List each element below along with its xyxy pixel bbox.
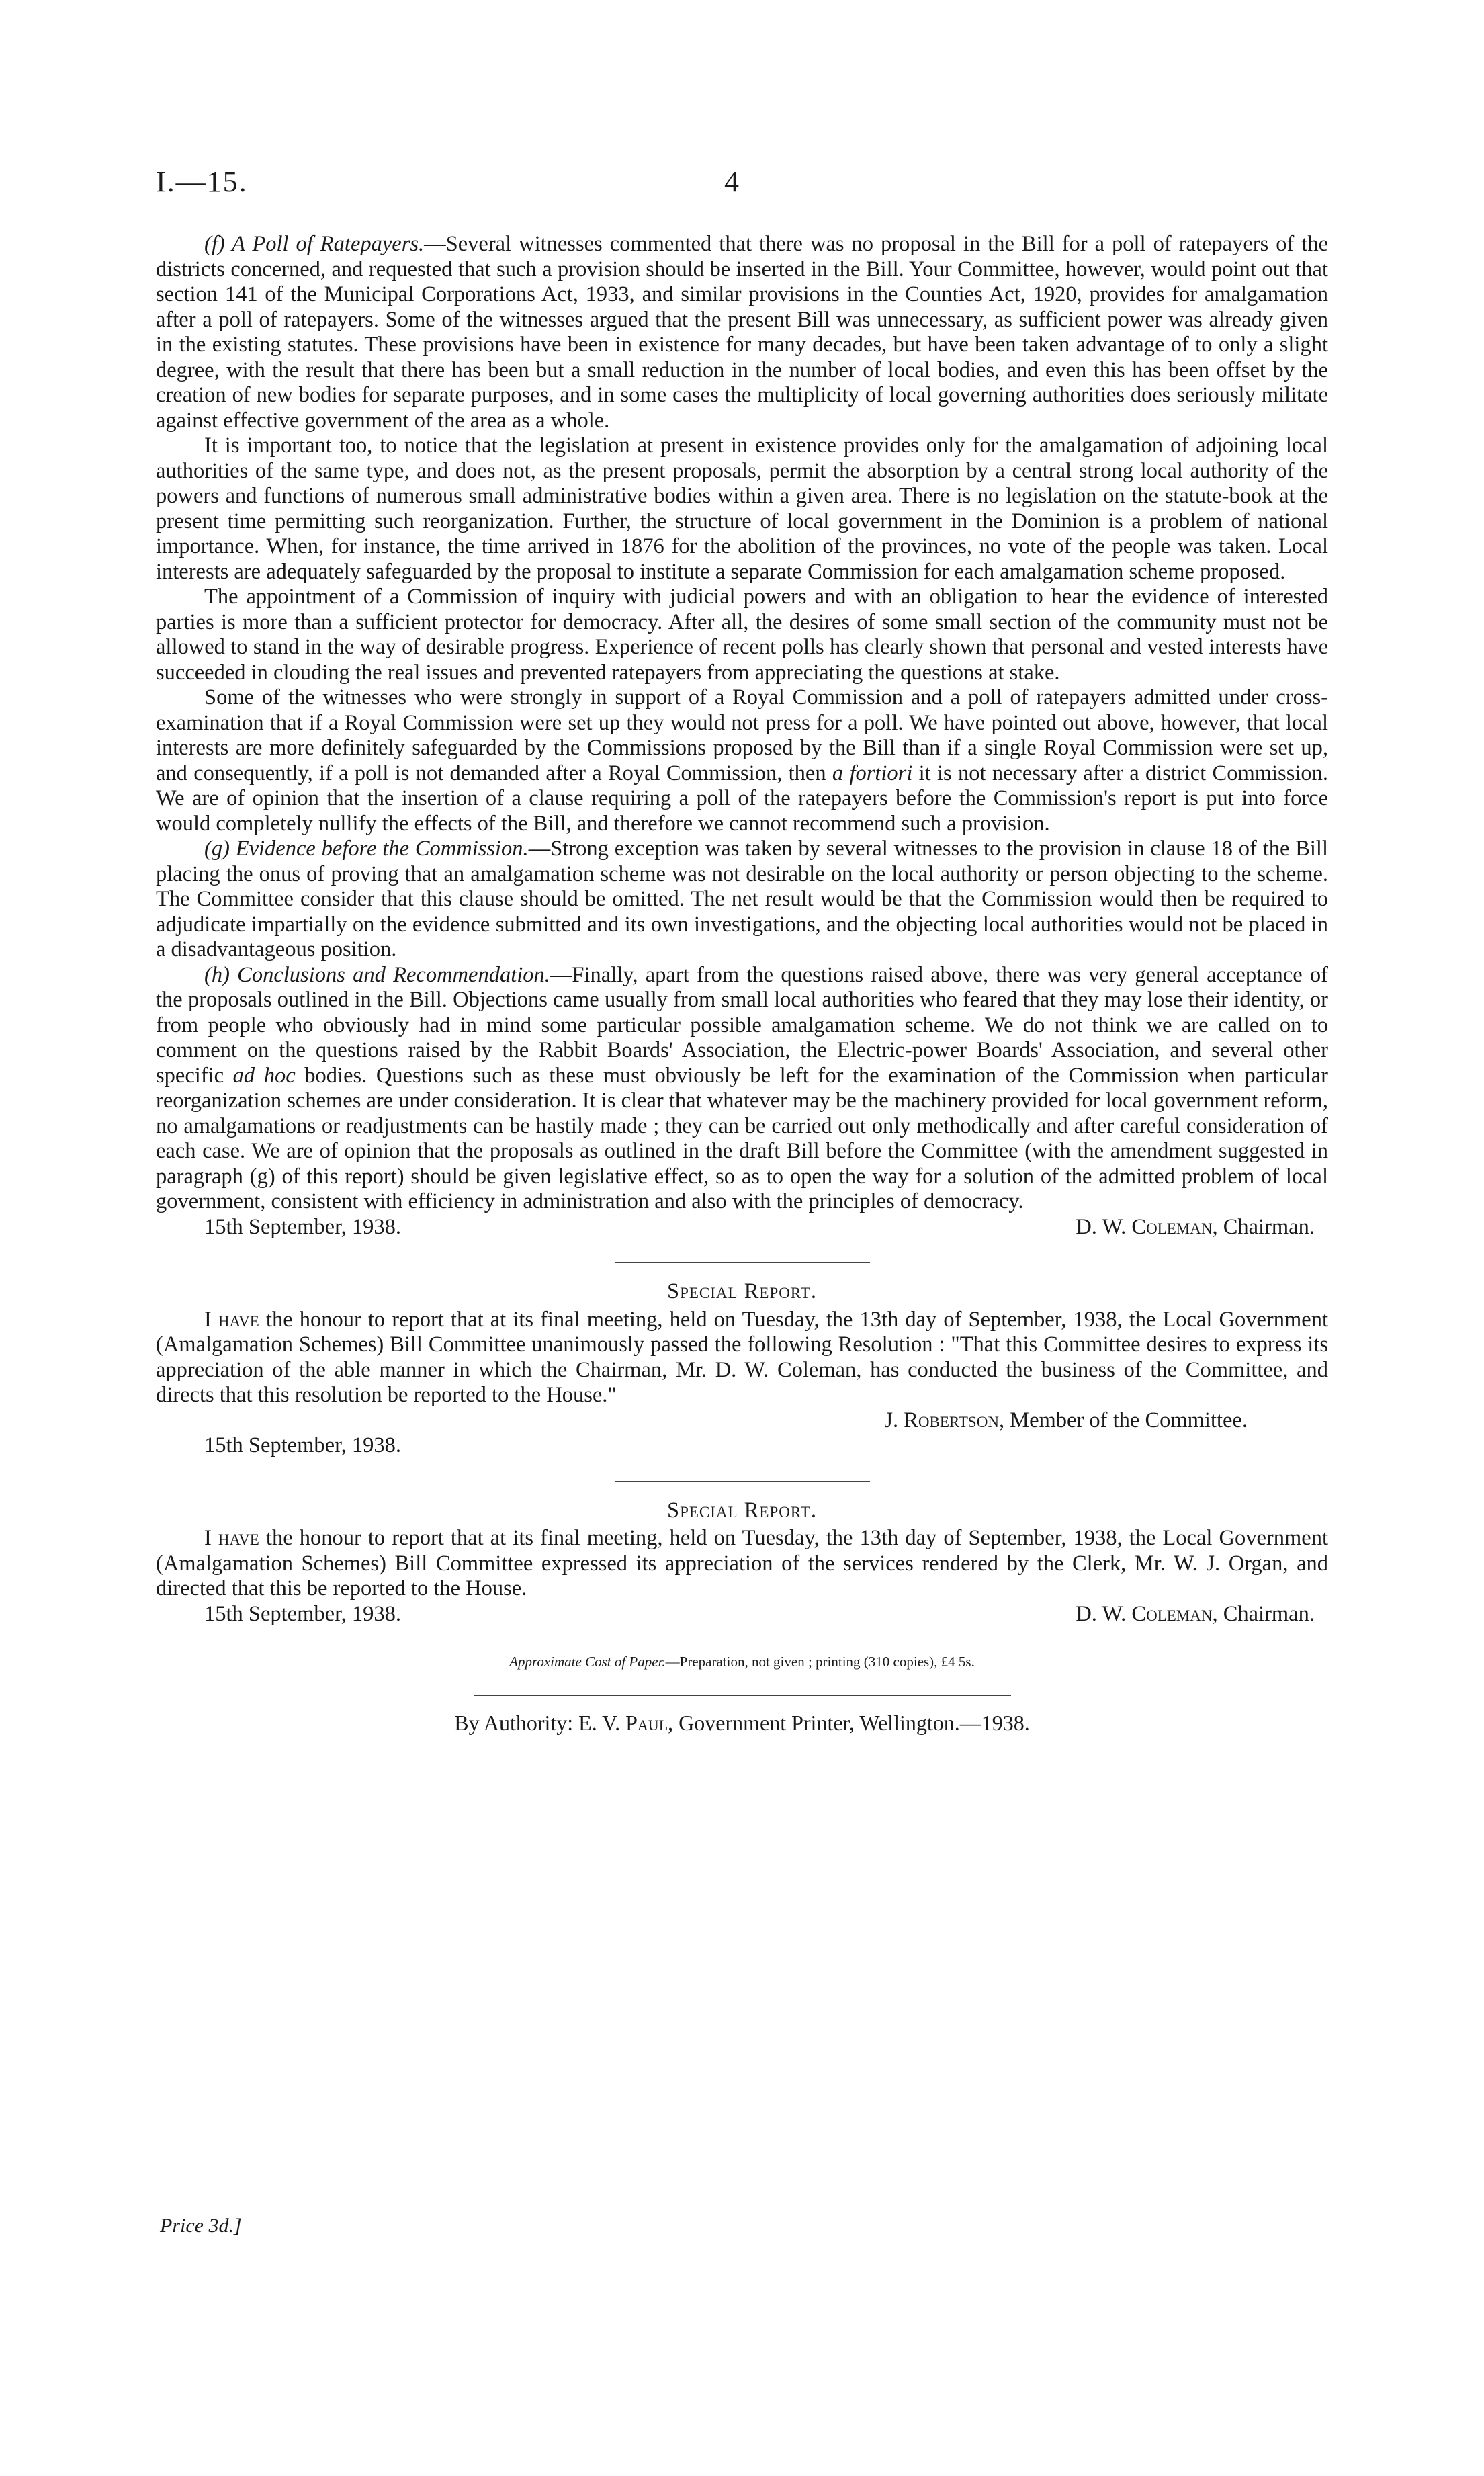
- section-h-heading: (h) Conclusions and Recommendation.: [204, 962, 550, 987]
- special-report-2-signature: 15th September, 1938. D. W. Coleman, Chairman.: [204, 1601, 1315, 1626]
- price-label: Price 3d.]: [160, 2215, 242, 2237]
- section-h-paragraph: (h) Conclusions and Recommendation.—Finally, apart from the questions raised above, there was very general acceptance of the proposals outlined in the Bill. Objections came usually from small local authorities who feared that they may lose their identity, or from people who obviously had in mind some particular possible amalgamation scheme. We do not think we are called on to comment on the questions raised by the Rabbit Boards' Association, the Electric-power Boards' Association, and several other specific ad hoc bodies. Questions such as these must obviously be left for the examination of the Commission when particular reorganization schemes are under consideration. It is clear that whatever may be the machinery provided for local government reform, no amalgamations or readjustments can be hastily made ; they can be carried out only methodically and after careful consideration of each case. We are of opinion that the proposals as outlined in the draft Bill before the Committee (with the amendment suggested in paragraph (g) of this report) should be given legislative effect, so as to open the way for a solution of the admitted problem of local government, consistent with efficiency in administration and also with the principles of democracy.: [156, 962, 1328, 1213]
- special-report-2-date: 15th September, 1938.: [204, 1601, 401, 1626]
- cost-note: Approximate Cost of Paper.—Preparation, not given ; printing (310 copies), £4 5s.: [509, 1654, 975, 1670]
- section-f-paragraph-1: (f) A Poll of Ratepayers.—Several witnesses commented that there was no proposal in the Bill for a poll of ratepayers of the districts concerned, and requested that such a provision should be inserted in the Bill. Your Committee, however, would point out that section 141 of the Municipal Corporations Act, 1933, and similar provisions in the Counties Act, 1920, provides for amalgamation after a poll of ratepayers. Some of the witnesses argued that the present Bill was unnecessary, as sufficient power was already given in the existing statutes. These provisions have been in existence for many decades, but have been taken advantage of to only a slight degree, with the result that there has been but a small reduction in the number of local bodies, and even this has been offset by the creation of new bodies for separate purposes, and in some cases the multiplicity of local governing authorities does seriously militate against effective government of the area as a whole.: [156, 232, 1329, 433]
- section-g-paragraph: (g) Evidence before the Commission.—Strong exception was taken by several witnesses to the provision in clause 18 of the Bill placing the onus of proving that an amalgamation scheme was not desirable on the local authority or person objecting to the scheme. The Committee consider that this clause should be omitted. The net result would be that the Commission would then be required to adjudicate impartially on the evidence submitted and its own investigations, and the objecting local authorities would not be placed in a disadvantageous position.: [156, 837, 1328, 962]
- special-report-2: [156, 1498, 1328, 1627]
- section-divider: [615, 1481, 870, 1482]
- document-reference: I.—15.: [156, 165, 248, 198]
- special-report-2-text: I have the honour to report that at its final meeting, held on Tuesday, the 13th day of September, 1938, the Local Government (Amalgamation Schemes) Bill Committee expressed its appreciation of the services rendered by the Clerk, Mr. W. J. Organ, and directed that this be reported to the House.: [156, 1526, 1328, 1600]
- report-signature: [156, 1215, 1328, 1240]
- section-f-paragraph-4: Some of the witnesses who were strongly in support of a Royal Commission and a poll of ratepayers admitted under cross-examination that if a Royal Commission were set up they would not press for a poll. We have pointed out above, however, that local interests are more definitely safeguarded by the Commissions proposed by the Bill than if a single Royal Commission were set up, and consequently, if a poll is not demanded after a Royal Commission, then a fortiori it is not necessary after a district Commission. We are of opinion that the insertion of a clause requiring a poll of the ratepayers before the Commission's report is put into force would completely nullify the effects of the Bill, and therefore we cannot recommend such a provision.: [156, 685, 1328, 836]
- special-report-1-date: 15th September, 1938.: [204, 1433, 401, 1457]
- report-date: 15th September, 1938.: [204, 1214, 401, 1239]
- document-body: [156, 232, 1328, 1736]
- section-f-paragraph-2: It is important too, to notice that the legislation at present in existence provides only for the amalgamation of adjoining local authorities of the same type, and does not, as the present proposals, permit the absorption by a central strong local authority of the powers and functions of numerous small administrative bodies within a given area. There is no legislation on the statute-book at the present time permitting such reorganization. Further, the structure of local government in the Dominion is a problem of national importance. When, for instance, the time arrived in 1876 for the abolition of the provinces, no vote of the people was taken. Local interests are adequately safeguarded by the proposal to institute a separate Commission for each amalgamation scheme proposed.: [156, 433, 1328, 584]
- special-report-1-signature: J. Robertson, Member of the Committee.: [884, 1408, 1248, 1433]
- section-f-heading: (f) A Poll of Ratepayers.: [204, 232, 425, 256]
- special-report-2-title: Special Report.: [667, 1498, 817, 1523]
- printer-authority: By Authority: E. V. Paul, Government Printer, Wellington.—1938.: [454, 1710, 1030, 1735]
- special-report-1-text: I have the honour to report that at its final meeting, held on Tuesday, the 13th day of September, 1938, the Local Government (Amalgamation Schemes) Bill Committee unanimously passed the following Resolution : "That this Committee desires to express its appreciation of the able manner in which the Chairman, Mr. D. W. Coleman, has conducted the business of the Committee, and directs that this resolution be reported to the House.": [156, 1307, 1328, 1407]
- special-report-1: [156, 1279, 1328, 1459]
- section-divider: [615, 1262, 870, 1263]
- special-report-1-title: Special Report.: [667, 1279, 817, 1304]
- chairman-signature: D. W. Coleman, Chairman.: [1076, 1214, 1315, 1239]
- page-number: 4: [724, 165, 739, 198]
- section-g-heading: (g) Evidence before the Commission.: [204, 837, 529, 861]
- footer-divider: [474, 1695, 1011, 1696]
- section-f-paragraph-3: The appointment of a Commission of inquiry with judicial powers and with an obligation to hear the evidence of interested parties is more than a sufficient protector for democracy. After all, the desires of some small section of the community must not be allowed to stand in the way of desirable progress. Experience of recent polls has clearly shown that personal and vested interests have succeeded in clouding the real issues and prevented ratepayers from appreciating the questions at stake.: [156, 585, 1328, 685]
